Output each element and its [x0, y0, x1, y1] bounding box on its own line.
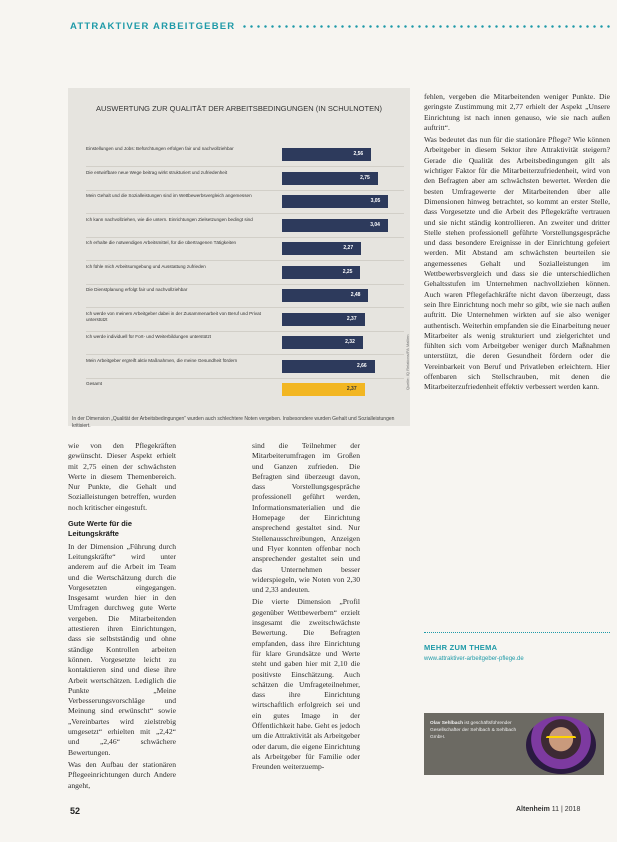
- bar-label: Die entwirfbare neue Wege beitrag wirkt strukturiert und zufriedenheit: [86, 169, 228, 175]
- more-title: MEHR ZUM THEMA: [424, 643, 498, 652]
- chart-caption: In der Dimension „Qualität der Arbeitsbedingungen“ wurden auch schlechtere Noten vergeben. Insbesondere wurden Gehalt und Sozialleistungen kritisiert.: [72, 416, 395, 429]
- bar-label: Ich fühle mich Arbeitsumgebung und Ausstattung zufrieden: [86, 263, 206, 269]
- more-on-topic-box: [424, 632, 610, 673]
- bar-label: Mein Arbeitgeber ergreift aktiv Maßnahmen, die meine Gesundheit fördern: [86, 357, 238, 363]
- bar-value: 3,04: [370, 221, 380, 228]
- bar: [282, 289, 368, 302]
- bar: [282, 219, 388, 232]
- bar-value: 2,66: [356, 362, 367, 369]
- bar: [282, 336, 363, 349]
- row-separator: [86, 331, 404, 332]
- row-separator: [86, 237, 404, 238]
- row-separator: [86, 378, 404, 379]
- author-name: Olav Sehlbach: [430, 721, 464, 726]
- section-title: ATTRAKTIVER ARBEITGEBER: [70, 20, 236, 32]
- chart-row: [86, 334, 404, 352]
- chart-panel: [68, 88, 410, 426]
- row-separator: [86, 260, 404, 261]
- bar-label: Einstellungen und Jobs: Befürchtungen erfolgen fair und nachvollziehbar: [86, 146, 234, 151]
- photo-credit: Quelle: IQ Relations/PA Mallien: [405, 334, 410, 390]
- column-2: [190, 441, 412, 775]
- bar-label: Ich erhalte die notwendigen Arbeitsmittel, für die übertragenen Tätigkeiten: [86, 240, 237, 245]
- author-text: [430, 721, 520, 741]
- bar-value: 2,75: [360, 174, 370, 181]
- bar-label: Mein Gehalt und die Sozialleistungen sind im Wettbewerbsvergleich angemessen: [86, 193, 252, 198]
- column-3: [424, 92, 610, 395]
- chart-row: [86, 193, 404, 211]
- row-separator: [86, 284, 404, 285]
- author-photo: [526, 716, 596, 774]
- bar: [282, 360, 375, 373]
- chart-row: [86, 381, 404, 399]
- bar-value: 2,32: [345, 339, 355, 345]
- bar-label: Gesamt: [86, 381, 103, 386]
- chart-row: [86, 146, 404, 164]
- paragraph: sind die Teilnehmer der Mitarbeiterumfragen im Großen und Ganzen zufrieden. Die Befragten sind überzeugt davon, dass Vorstellungsgespräche professionell geführt werden, Informationsmaterialien und die Homepage der Einrichtung ansprechend gestaltet sind. Nur Stellenausschreibungen, Anzeigen und Flyer konnten offenbar noch ansprechender gestaltet sein und das Unternehmen besser widerspiegeln, wie Noten von 2,30 und 2,33 andeuten.: [252, 441, 360, 595]
- paragraph: fehlen, vergeben die Mitarbeitenden weniger Punkte. Die geringste Zustimmung mit 2,77 erhielt der Aspekt „Unsere Einrichtung ist nach innen genauso, wie sie nach außen auftritt“.: [424, 92, 610, 132]
- chart-title: AUSWERTUNG ZUR QUALITÄT DER ARBEITSBEDINGUNGEN (IN SCHULNOTEN): [95, 104, 382, 113]
- issue-number: 11 | 2018: [551, 806, 581, 813]
- chart-row: [86, 170, 404, 188]
- bar: [282, 313, 365, 326]
- bar-label: Ich werde individuell für Fort- und Weiterbildungen unterstützt: [86, 334, 212, 339]
- paragraph: Die vierte Dimension „Profil gegenüber Wettbewerbern“ erzielt insgesamt die zweitschwächste Bewertung. Die Befragten empfanden, dass ihre Einrichtung für klare Grundsätze und Werte steht und gaben hier mit 2,10 die positivste Einschätzung. Auch schätzen die Umfrageteilnehmer, dass ihre Einrichtung wirtschaftlich erfolgreich sei und ein gutes Image in der Öffentlichkeit habe. Geht es jedoch um die Attraktivität als Arbeitgeber oder darum, die eigene Einrichtung als Arbeitgeber für Familie oder Freunden weiterzuemp-: [252, 597, 360, 772]
- chart-row: [86, 358, 404, 376]
- bar-value: 2,25: [342, 268, 353, 275]
- column-2-text: [252, 441, 360, 773]
- bar-value: 2,27: [343, 245, 354, 251]
- column-1: [68, 441, 176, 793]
- row-separator: [86, 213, 404, 214]
- row-separator: [86, 166, 404, 167]
- chart-row: [86, 311, 404, 329]
- row-separator: [86, 354, 404, 355]
- bar-label: Ich kann nachvollziehen, wie die untern. Einrichtungen Zielsetzungen bedingt sind: [86, 216, 253, 222]
- glasses-shape: [546, 736, 576, 746]
- total-bar: [282, 383, 365, 396]
- bar: [282, 148, 371, 161]
- chart-row: [86, 240, 404, 258]
- bar-value: 2,56: [353, 151, 364, 157]
- magazine-name: Altenheim: [516, 806, 550, 813]
- author-box: [424, 713, 604, 775]
- subheading: Gute Werte für die Leitungskräfte: [68, 519, 132, 539]
- magazine-issue: [516, 806, 580, 813]
- bar-value: 3,05: [370, 198, 381, 204]
- bar: [282, 172, 378, 185]
- paragraph: Was bedeutet das nun für die stationäre Pflege? Wie können Arbeitgeber in diesem Sektor ihre Attraktivität steigern? Gerade die Qualität des Arbeitsbedingungen gilt als wichtiger Faktor für die Mitarbeiterzufriedenheit, wird von den Befragten aber am schwächsten bewertet. Werden die besten Umfragewerte der Mitarbeitenden über alle Dimensionen hinweg betrachtet, so kommt an erster Stelle, dass Vorgesetzte und die Arbeit des Pflegekräfte vertrauen und sie nicht ständig kontrollieren. An zweiter und dritter Stelle stehen professionell geführte Vorstellungsgespräche und dass besondere Ereignisse in der Einrichtung gefeiert werden. Mit Abstand am schwächsten beurteilen sie angemessenes Gehalt und Sozialleistungen im Wettbewerbsvergleich und dass sie die unterschiedlichen Gehaltsstufen im Unternehmen nachvollziehen können. Auch waren Pflegefachkräfte nicht davon überzeugt, dass sein Ihre Einrichtung noch mehr so gibt, wie sie nach außen auftritt. Die Unternehmen wirkten auf sie also weniger authentisch. Weiterhin empfanden sie die Einarbeitung neuer Mitarbeiter als wenig strukturiert und zielgerichtet und fühlten sich vom Arbeitgeber weniger durch Maßnahmen unterstützt, die deren Gesundheit fördern oder die Vereinbarkeit von Beruf und Privatleben erleichtern. Hier offenbaren sich Stellschrauben, mit denen die Mitarbeiterzufriedenheit effektiv verbessert werden kann.: [424, 135, 610, 392]
- bar-value: 2,37: [346, 386, 357, 392]
- chart-row: [86, 217, 404, 235]
- row-separator: [86, 307, 404, 308]
- bar-value: 2,37: [346, 315, 357, 322]
- chart-row: [86, 264, 404, 282]
- dotted-rule: [241, 25, 610, 28]
- paragraph: wie von den Pflegekräften gewünscht. Dieser Aspekt erhielt mit 2,75 einen der schwächsten Werte in diesem Themenbereich. Nur Punkte, die Gehalt und Sozialleistungen betreffen, wurden noch kritischer eingestuft.: [68, 441, 176, 512]
- paragraph: Was den Aufbau der stationären Pflegeeinrichtungen durch Andere angeht,: [68, 759, 176, 790]
- page-number: 52: [70, 806, 81, 816]
- row-separator: [86, 190, 404, 191]
- bar-label: Ich werde von meinem Arbeitgeber dabei in der Zusammenarbeit von Beruf und Privat unterstützt: [86, 310, 261, 322]
- author-role: ist geschäftsführender Gesellschafter der Sehlbach & Sehlbach GmbH.: [430, 721, 517, 740]
- paragraph: In der Dimension „Führung durch Leitungskräfte“ wird unter anderem auf die Arbeit im Team und die Wertschätzung durch die Vorgesetzten eingegangen. Insgesamt wurden hier in den Umfragen durchweg gute Werte vergeben. Die Mitarbeitenden attestieren ihren Einrichtungen, dass sie selbstständig und ohne ständige Kontrollen arbeiten können. Vorgesetzte leicht zu kontaktieren sind und diese ihre Arbeit wertschätzen. Lediglich die Punkte „Meine Verbesserungsvorschläge und Meinung sind erwünscht“ sowie „Vereinbartes wird zielstrebig umgesetzt“ erhielten mit „2,42“ und „2,46“ schwächere Bewertungen.: [68, 541, 176, 757]
- bar: [282, 195, 388, 208]
- bar: [282, 242, 361, 255]
- bar: [282, 266, 360, 279]
- bar-label: Die Dienstplanung erfolgt fair und nachvollziehbar: [86, 287, 188, 292]
- chart-row: [86, 287, 404, 305]
- more-link[interactable]: www.attraktiver-arbeitgeber-pflege.de: [424, 656, 524, 662]
- section-header: [70, 18, 610, 34]
- bar-value: 2,48: [350, 292, 361, 298]
